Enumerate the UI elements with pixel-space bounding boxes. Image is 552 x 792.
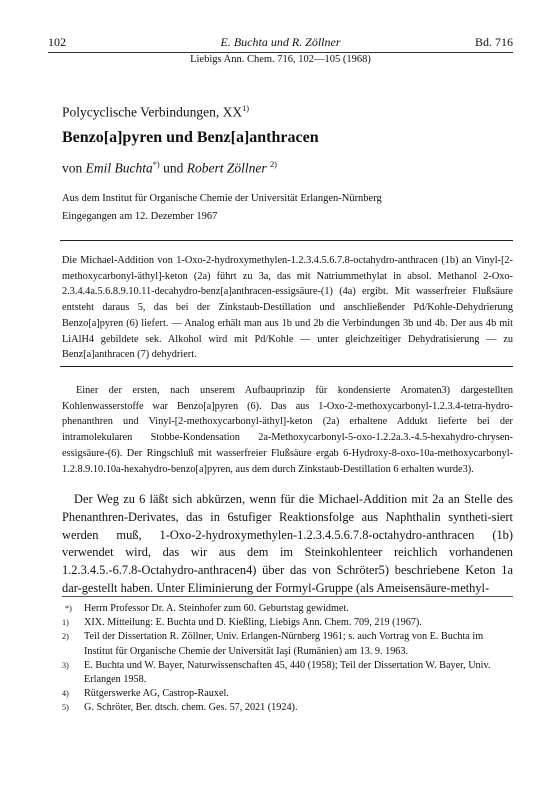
footnote-rule	[62, 596, 513, 597]
footnotes	[62, 602, 513, 716]
footnote-text: Rütgerswerke AG, Castrop-Rauxel.	[84, 688, 229, 700]
institute: Aus dem Institut für Organische Chemie der Universität Erlangen-Nürnberg	[62, 193, 382, 204]
received-date: Eingegangen am 12. Dezember 1967	[62, 211, 218, 222]
footnote-mark: 1)	[62, 618, 69, 628]
footnote-text: E. Buchta und W. Bayer, Naturwissenschaften 45, 440 (1958); Teil der Dissertation W. Bayer, Univ. Erlangen 1958.	[84, 659, 491, 686]
footnote-text: Herrn Professor Dr. A. Steinhofer zum 60. Geburtstag gewidmet.	[84, 603, 349, 614]
running-authors: E. Buchta und R. Zöllner	[220, 35, 341, 49]
volume-label: Bd. 716	[474, 35, 513, 49]
footnote-text: Teil der Dissertation R. Zöllner, Univ. Erlangen-Nürnberg 1961; s. auch Vortrag von E. Buchta im Institut für Organische Chemie der Universität Iaşi (Rumänien) am 13. 9. 1963.	[84, 631, 484, 657]
author-1: Emil Buchta	[85, 160, 153, 176]
author-2-note: 2)	[269, 160, 277, 169]
footnote-text: G. Schröter, Ber. dtsch. chem. Ges. 57, 2021 (1924).	[84, 702, 298, 714]
footnote-mark: *)	[65, 604, 72, 613]
intro-paragraph	[62, 383, 513, 477]
abstract-bottom-rule	[60, 366, 513, 367]
author-1-note: *)	[152, 160, 160, 169]
footnote-text: XIX. Mitteilung: E. Buchta und D. Kießling, Liebigs Ann. Chem. 709, 219 (1967).	[84, 617, 422, 629]
byline-prefix: von	[62, 160, 83, 176]
footnote-mark: 3)	[62, 660, 69, 670]
footnote-mark: 5)	[62, 703, 69, 713]
running-header	[48, 35, 513, 51]
article-title: Benzo[a]pyren und Benz[a]anthracen	[62, 129, 319, 146]
header-rule	[48, 52, 513, 53]
footnote	[62, 687, 513, 701]
abstract: Die Michael-Addition von 1-Oxo-2-hydroxymethylen-1.2.3.4.5.6.7.8-octahydro-anthracen (1b) an Vinyl-[2-methoxycarbonyl-äthyl]-keton (2a) führt zu 3a, das mit Natriummethylat in absol. Methanol 2-Oxo-2.3.4.4a.5.6.8.9.10.11-decahydro-benz[a]anthracen-essigsäure-(1) (4a) ergibt. Mit wasserfreier Flußsäure entsteht daraus 5, das bei der Zinkstaub-Destillation und anschließender Pd/Kohle-Dehydrierung Benzo[a]pyren (6) liefert. — Analog erhält man aus 1b und 2b die Verbindungen 3b und 4b. Der aus 4b mit LiAlH4 gebildete sek. Alkohol wird mit Pd/Kohle — unter gleichzeitiger Dehydratisierung — zu Benz[a]anthracen (7) dehydriert.	[62, 255, 513, 361]
footnote	[62, 659, 513, 687]
main-paragraph	[62, 491, 513, 598]
paragraph-1: Einer der ersten, nach unserem Aufbauprinzip für kondensierte Aromaten3) dargestellten Kohlenwasserstoffe war Benzo[a]pyren (6). Das aus 1-Oxo-2-methoxycarbonyl-1.2.3.4-tetra-hydro-phenanthren und Vinyl-[2-methoxycarbonyl-äthyl]-keton (2a) erhaltene Addukt lieferte bei der intramolekularen Stobbe-Kondensation 2a-Methoxycarbonyl-5-oxo-1.2.2a.3.-4.5-hexahydro-chrysen-essigsäure-(6). Der Ringschluß mit wasserfreier Flußsäure ergab 6-Hydroxy-8-oxo-10a-methoxycarbonyl-1.2.8.9.10.10a-hexahydro-benzo[a]pyren, aus dem durch Zinkstaub-Destillation 6 erhalten wurde3).	[62, 385, 513, 475]
footnote-mark: 4)	[62, 689, 69, 699]
series-footnote-ref: 1)	[242, 104, 250, 113]
footnote	[62, 602, 513, 616]
byline-conjunction: und	[163, 160, 184, 176]
footnote	[62, 616, 513, 630]
affiliation-block	[62, 190, 513, 226]
footnote	[62, 701, 513, 715]
paragraph-2: Der Weg zu 6 läßt sich abkürzen, wenn für die Michael-Addition mit 2a an Stelle des Phenanthren-Derivates, das in 6stufiger Reaktionsfolge aus Naphthalin syntheti-siert werden muß, 1-Oxo-2-hydroxymethylen-1.2.3.4.5.6.7.8-octahydro-anthracen (1b) verwendet wird, das wir aus dem im Steinkohlenteer reichlich vorhandenen 1.2.3.4.5.-6.7.8-Octahydro-anthracen4) über das von Schröter5) beschriebene Keton 1a dar-gestellt haben. Unter Eliminierung der Formyl-Gruppe (als Ameisensäure-methyl-	[62, 492, 513, 595]
series-text: Polycyclische Verbindungen, XX	[62, 104, 243, 120]
footnote	[62, 630, 513, 658]
abstract-top-rule	[60, 240, 513, 241]
journal-citation: Liebigs Ann. Chem. 716, 102—105 (1968)	[190, 54, 371, 65]
page-number: 102	[48, 35, 66, 49]
series-title	[62, 104, 249, 121]
byline	[62, 160, 277, 177]
author-2: Robert Zöllner	[186, 160, 267, 176]
footnote-mark: 2)	[62, 632, 69, 642]
